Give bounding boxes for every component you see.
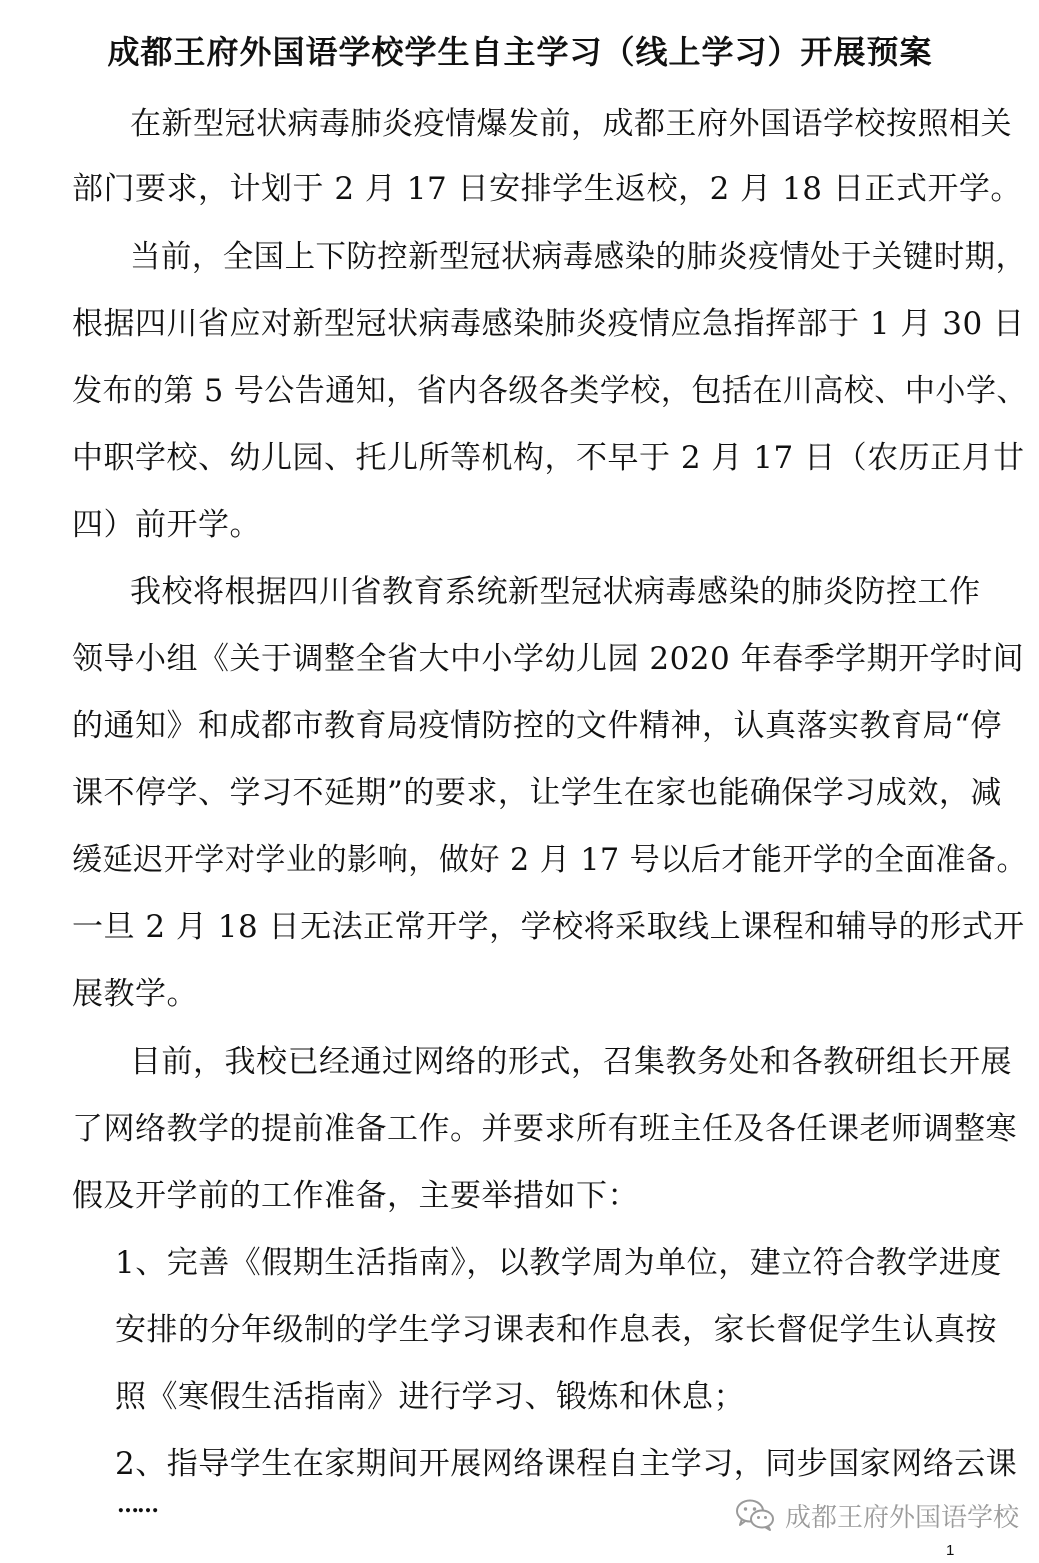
paragraph-line: 领导小组《关于调整全省大中小学幼儿园 2020 年春季学期开学时间 bbox=[72, 641, 1025, 677]
watermark-text: 成都王府外国语学校 bbox=[785, 1502, 1020, 1533]
paragraph-line: 一旦 2 月 18 日无法正常开学，学校将采取线上课程和辅导的形式开 bbox=[72, 909, 1025, 945]
paragraph-line: 部门要求，计划于 2 月 17 日安排学生返校，2 月 18 日正式开学。 bbox=[72, 171, 1022, 207]
paragraph-line: 四）前开学。 bbox=[72, 507, 261, 543]
list-item-line: 照《寒假生活指南》进行学习、锻炼和休息； bbox=[115, 1379, 745, 1415]
list-item-line: 1、完善《假期生活指南》，以教学周为单位，建立符合教学进度 bbox=[115, 1245, 1002, 1281]
paragraph-line: 缓延迟开学对学业的影响，做好 2 月 17 号以后才能开学的全面准备。 bbox=[72, 842, 1028, 878]
ellipsis: …… bbox=[117, 1492, 157, 1518]
document-title: 成都王府外国语学校学生自主学习（线上学习）开展预案 bbox=[107, 33, 933, 71]
page-number: 1 bbox=[946, 1542, 955, 1559]
paragraph-line: 假及开学前的工作准备，主要举措如下： bbox=[72, 1178, 639, 1214]
paragraph-line: 我校将根据四川省教育系统新型冠状病毒感染的肺炎防控工作 bbox=[130, 574, 981, 610]
paragraph-line: 发布的第 5 号公告通知，省内各级各类学校，包括在川高校、中小学、 bbox=[72, 373, 1027, 409]
paragraph-line: 目前，我校已经通过网络的形式，召集教务处和各教研组长开展 bbox=[130, 1044, 1012, 1080]
paragraph-line: 课不停学、学习不延期”的要求，让学生在家也能确保学习成效，减 bbox=[72, 775, 1002, 811]
paragraph-line: 在新型冠状病毒肺炎疫情爆发前，成都王府外国语学校按照相关 bbox=[130, 106, 1012, 142]
list-item-line: 2、指导学生在家期间开展网络课程自主学习，同步国家网络云课 bbox=[115, 1446, 1018, 1482]
paragraph-line: 展教学。 bbox=[72, 976, 198, 1012]
paragraph-line: 中职学校、幼儿园、托儿所等机构，不早于 2 月 17 日（农历正月廿 bbox=[72, 440, 1025, 476]
wechat-icon bbox=[735, 1498, 775, 1532]
paragraph-line: 了网络教学的提前准备工作。并要求所有班主任及各任课老师调整寒 bbox=[72, 1111, 1017, 1147]
paragraph-line: 根据四川省应对新型冠状病毒感染肺炎疫情应急指挥部于 1 月 30 日 bbox=[72, 306, 1025, 342]
paragraph-line: 当前，全国上下防控新型冠状病毒感染的肺炎疫情处于关键时期， bbox=[130, 239, 1027, 275]
paragraph-line: 的通知》和成都市教育局疫情防控的文件精神，认真落实教育局“停 bbox=[72, 708, 1002, 744]
watermark bbox=[735, 1495, 1019, 1535]
list-item-line: 安排的分年级制的学生学习课表和作息表，家长督促学生认真按 bbox=[115, 1312, 997, 1348]
